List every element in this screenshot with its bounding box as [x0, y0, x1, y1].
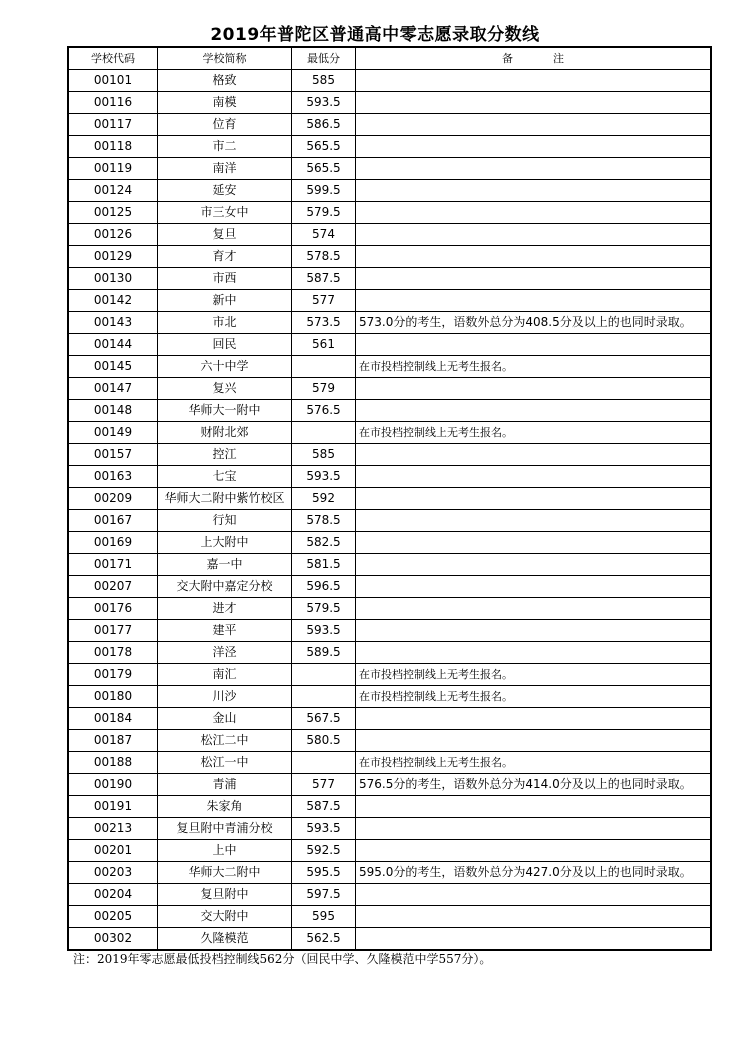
- school-code-cell: 00187: [68, 730, 158, 752]
- table-row: [68, 576, 711, 598]
- min-score-cell: 592.5: [292, 840, 356, 862]
- remark-cell: [356, 928, 712, 951]
- table-row: [68, 202, 711, 224]
- table-row: [68, 378, 711, 400]
- school-code-cell: 00119: [68, 158, 158, 180]
- school-name-cell: 市二: [158, 136, 292, 158]
- table-row: [68, 796, 711, 818]
- remark-cell: [356, 730, 712, 752]
- school-code-cell: 00207: [68, 576, 158, 598]
- table-row: [68, 290, 711, 312]
- table-row: [68, 92, 711, 114]
- table-row: [68, 114, 711, 136]
- remark-cell: [356, 290, 712, 312]
- school-code-cell: 00302: [68, 928, 158, 951]
- school-name-cell: 位育: [158, 114, 292, 136]
- remark-cell: [356, 114, 712, 136]
- header-school-code: 学校代码: [68, 47, 158, 70]
- school-code-cell: 00169: [68, 532, 158, 554]
- min-score-cell: 582.5: [292, 532, 356, 554]
- school-name-cell: 交大附中: [158, 906, 292, 928]
- school-name-cell: 进才: [158, 598, 292, 620]
- min-score-cell: 577: [292, 290, 356, 312]
- school-code-cell: 00180: [68, 686, 158, 708]
- table-row: [68, 752, 711, 774]
- min-score-cell: 586.5: [292, 114, 356, 136]
- min-score-cell: 573.5: [292, 312, 356, 334]
- min-score-cell: 565.5: [292, 158, 356, 180]
- min-score-cell: 589.5: [292, 642, 356, 664]
- remark-cell: [356, 906, 712, 928]
- table-row: [68, 466, 711, 488]
- page-title: 2019年普陀区普通高中零志愿录取分数线: [210, 25, 540, 45]
- min-score-cell: 578.5: [292, 510, 356, 532]
- school-name-cell: 洋泾: [158, 642, 292, 664]
- table-row: [68, 334, 711, 356]
- remark-cell: [356, 466, 712, 488]
- school-name-cell: 南洋: [158, 158, 292, 180]
- school-code-cell: 00204: [68, 884, 158, 906]
- remark-cell: 576.5分的考生，语数外总分为414.0分及以上的也同时录取。: [356, 774, 712, 796]
- min-score-cell: 580.5: [292, 730, 356, 752]
- remark-cell: [356, 202, 712, 224]
- table-row: [68, 488, 711, 510]
- table-row: [68, 906, 711, 928]
- min-score-cell: 587.5: [292, 268, 356, 290]
- school-name-cell: 市西: [158, 268, 292, 290]
- school-code-cell: 00188: [68, 752, 158, 774]
- school-code-cell: 00179: [68, 664, 158, 686]
- table-row: [68, 862, 711, 884]
- remark-cell: 573.0分的考生，语数外总分为408.5分及以上的也同时录取。: [356, 312, 712, 334]
- min-score-cell: 595.5: [292, 862, 356, 884]
- school-name-cell: 育才: [158, 246, 292, 268]
- min-score-cell: 574: [292, 224, 356, 246]
- min-score-cell: [292, 422, 356, 444]
- min-score-cell: 579.5: [292, 598, 356, 620]
- school-name-cell: 松江二中: [158, 730, 292, 752]
- table-row: [68, 620, 711, 642]
- school-name-cell: 松江一中: [158, 752, 292, 774]
- remark-cell: [356, 400, 712, 422]
- school-code-cell: 00205: [68, 906, 158, 928]
- min-score-cell: 587.5: [292, 796, 356, 818]
- min-score-cell: 562.5: [292, 928, 356, 951]
- remark-cell: [356, 620, 712, 642]
- table-row: [68, 730, 711, 752]
- school-code-cell: 00143: [68, 312, 158, 334]
- min-score-cell: 581.5: [292, 554, 356, 576]
- school-code-cell: 00191: [68, 796, 158, 818]
- remark-cell: [356, 70, 712, 92]
- remark-cell: 在市投档控制线上无考生报名。: [356, 752, 712, 774]
- school-name-cell: 复兴: [158, 378, 292, 400]
- remark-cell: 595.0分的考生，语数外总分为427.0分及以上的也同时录取。: [356, 862, 712, 884]
- remark-cell: [356, 180, 712, 202]
- min-score-cell: 596.5: [292, 576, 356, 598]
- header-school-name: 学校简称: [158, 47, 292, 70]
- remark-cell: [356, 554, 712, 576]
- remark-cell: [356, 246, 712, 268]
- school-name-cell: 市三女中: [158, 202, 292, 224]
- school-name-cell: 川沙: [158, 686, 292, 708]
- table-row: [68, 840, 711, 862]
- school-name-cell: 上大附中: [158, 532, 292, 554]
- school-code-cell: 00190: [68, 774, 158, 796]
- table-row: [68, 400, 711, 422]
- table-row: [68, 268, 711, 290]
- school-name-cell: 六十中学: [158, 356, 292, 378]
- school-code-cell: 00149: [68, 422, 158, 444]
- school-code-cell: 00142: [68, 290, 158, 312]
- school-name-cell: 七宝: [158, 466, 292, 488]
- school-code-cell: 00130: [68, 268, 158, 290]
- remark-cell: 在市投档控制线上无考生报名。: [356, 686, 712, 708]
- min-score-cell: 585: [292, 70, 356, 92]
- remark-cell: [356, 840, 712, 862]
- table-row: [68, 686, 711, 708]
- min-score-cell: [292, 356, 356, 378]
- remark-cell: [356, 92, 712, 114]
- min-score-cell: [292, 752, 356, 774]
- remark-cell: [356, 378, 712, 400]
- school-code-cell: 00148: [68, 400, 158, 422]
- school-code-cell: 00124: [68, 180, 158, 202]
- min-score-cell: 567.5: [292, 708, 356, 730]
- remark-cell: [356, 598, 712, 620]
- min-score-cell: 578.5: [292, 246, 356, 268]
- min-score-cell: [292, 664, 356, 686]
- remark-cell: [356, 444, 712, 466]
- table-row: [68, 444, 711, 466]
- school-name-cell: 建平: [158, 620, 292, 642]
- remark-cell: [356, 268, 712, 290]
- school-code-cell: 00101: [68, 70, 158, 92]
- remark-cell: [356, 510, 712, 532]
- min-score-cell: 593.5: [292, 92, 356, 114]
- school-name-cell: 回民: [158, 334, 292, 356]
- table-row: [68, 70, 711, 92]
- school-code-cell: 00144: [68, 334, 158, 356]
- remark-cell: [356, 884, 712, 906]
- school-name-cell: 复旦: [158, 224, 292, 246]
- school-code-cell: 00147: [68, 378, 158, 400]
- school-code-cell: 00125: [68, 202, 158, 224]
- min-score-cell: 585: [292, 444, 356, 466]
- min-score-cell: 579.5: [292, 202, 356, 224]
- school-name-cell: 复旦附中: [158, 884, 292, 906]
- score-table: [67, 46, 712, 951]
- table-row: [68, 774, 711, 796]
- min-score-cell: [292, 686, 356, 708]
- min-score-cell: 593.5: [292, 466, 356, 488]
- school-name-cell: 复旦附中青浦分校: [158, 818, 292, 840]
- school-code-cell: 00203: [68, 862, 158, 884]
- remark-cell: [356, 708, 712, 730]
- header-remark: 备注: [356, 47, 712, 70]
- min-score-cell: 597.5: [292, 884, 356, 906]
- table-row: [68, 356, 711, 378]
- table-row: [68, 510, 711, 532]
- min-score-cell: 576.5: [292, 400, 356, 422]
- table-row: [68, 224, 711, 246]
- school-code-cell: 00177: [68, 620, 158, 642]
- remark-cell: 在市投档控制线上无考生报名。: [356, 356, 712, 378]
- min-score-cell: 599.5: [292, 180, 356, 202]
- min-score-cell: 593.5: [292, 818, 356, 840]
- footnote: 注：2019年零志愿最低投档控制线562分（回民中学、久隆模范中学557分）。: [73, 952, 492, 966]
- table-row: [68, 642, 711, 664]
- remark-cell: [356, 796, 712, 818]
- school-name-cell: 财附北郊: [158, 422, 292, 444]
- remark-cell: [356, 158, 712, 180]
- remark-cell: [356, 642, 712, 664]
- school-code-cell: 00157: [68, 444, 158, 466]
- table-row: [68, 708, 711, 730]
- remark-cell: 在市投档控制线上无考生报名。: [356, 664, 712, 686]
- table-row: [68, 664, 711, 686]
- table-row: [68, 180, 711, 202]
- min-score-cell: 561: [292, 334, 356, 356]
- school-name-cell: 金山: [158, 708, 292, 730]
- school-code-cell: 00116: [68, 92, 158, 114]
- remark-cell: [356, 488, 712, 510]
- school-name-cell: 久隆模范: [158, 928, 292, 951]
- remark-cell: [356, 224, 712, 246]
- school-name-cell: 控江: [158, 444, 292, 466]
- min-score-cell: 579: [292, 378, 356, 400]
- school-name-cell: 青浦: [158, 774, 292, 796]
- school-code-cell: 00117: [68, 114, 158, 136]
- school-code-cell: 00201: [68, 840, 158, 862]
- remark-cell: [356, 818, 712, 840]
- school-name-cell: 华师大二附中: [158, 862, 292, 884]
- school-code-cell: 00167: [68, 510, 158, 532]
- table-row: [68, 422, 711, 444]
- remark-cell: 在市投档控制线上无考生报名。: [356, 422, 712, 444]
- school-code-cell: 00209: [68, 488, 158, 510]
- remark-cell: [356, 136, 712, 158]
- remark-cell: [356, 334, 712, 356]
- school-code-cell: 00184: [68, 708, 158, 730]
- table-row: [68, 598, 711, 620]
- school-name-cell: 格致: [158, 70, 292, 92]
- school-code-cell: 00213: [68, 818, 158, 840]
- school-code-cell: 00129: [68, 246, 158, 268]
- school-name-cell: 行知: [158, 510, 292, 532]
- school-name-cell: 交大附中嘉定分校: [158, 576, 292, 598]
- school-name-cell: 华师大二附中紫竹校区: [158, 488, 292, 510]
- table-row: [68, 532, 711, 554]
- school-code-cell: 00163: [68, 466, 158, 488]
- school-code-cell: 00118: [68, 136, 158, 158]
- school-name-cell: 朱家角: [158, 796, 292, 818]
- table-header-row: [68, 47, 711, 70]
- school-name-cell: 市北: [158, 312, 292, 334]
- table-row: [68, 884, 711, 906]
- min-score-cell: 577: [292, 774, 356, 796]
- table-row: [68, 312, 711, 334]
- min-score-cell: 595: [292, 906, 356, 928]
- min-score-cell: 593.5: [292, 620, 356, 642]
- school-code-cell: 00126: [68, 224, 158, 246]
- header-min-score: 最低分: [292, 47, 356, 70]
- remark-cell: [356, 532, 712, 554]
- table-row: [68, 928, 711, 951]
- school-code-cell: 00145: [68, 356, 158, 378]
- table-row: [68, 818, 711, 840]
- min-score-cell: 565.5: [292, 136, 356, 158]
- school-name-cell: 南模: [158, 92, 292, 114]
- remark-cell: [356, 576, 712, 598]
- school-name-cell: 南汇: [158, 664, 292, 686]
- school-name-cell: 华师大一附中: [158, 400, 292, 422]
- school-name-cell: 新中: [158, 290, 292, 312]
- table-row: [68, 246, 711, 268]
- school-name-cell: 延安: [158, 180, 292, 202]
- school-name-cell: 上中: [158, 840, 292, 862]
- school-name-cell: 嘉一中: [158, 554, 292, 576]
- school-code-cell: 00178: [68, 642, 158, 664]
- school-code-cell: 00171: [68, 554, 158, 576]
- table-row: [68, 554, 711, 576]
- table-row: [68, 158, 711, 180]
- table-row: [68, 136, 711, 158]
- school-code-cell: 00176: [68, 598, 158, 620]
- min-score-cell: 592: [292, 488, 356, 510]
